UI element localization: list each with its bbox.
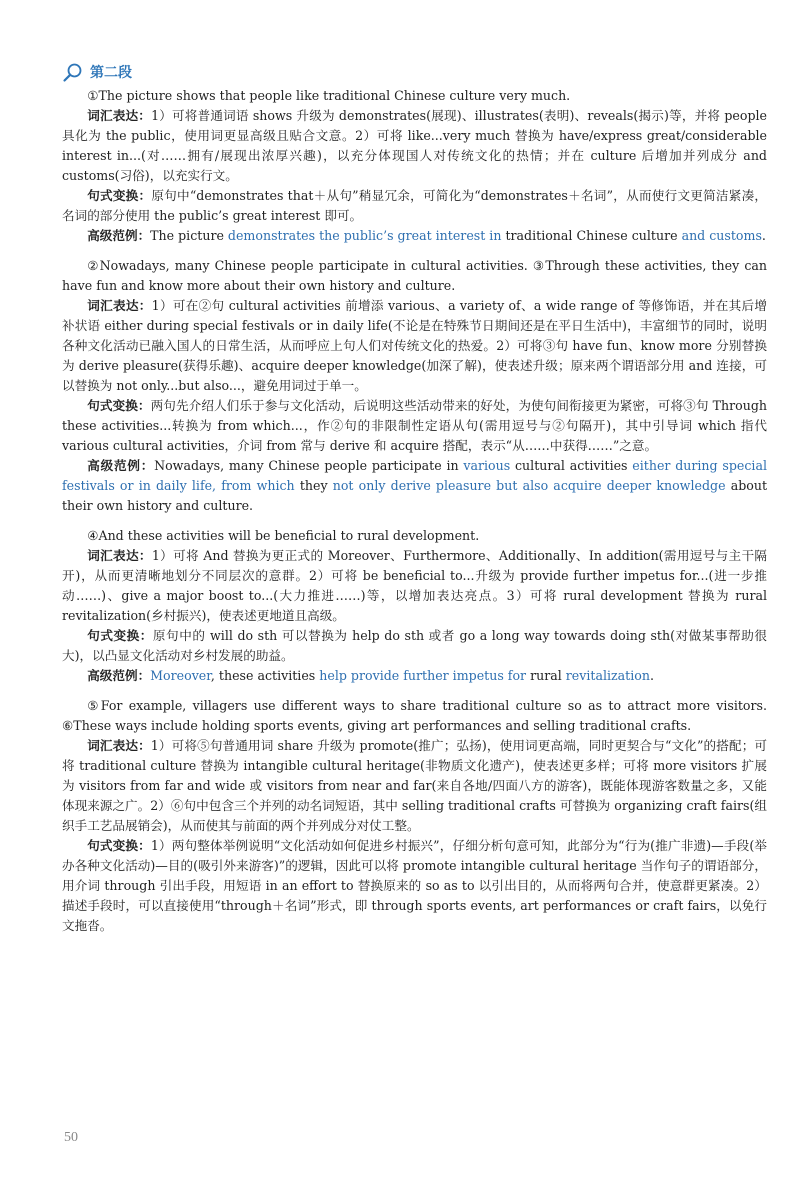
model-plain: about their own history and culture. [62,478,768,513]
content-column [62,62,767,936]
vocab-text: 1）可将普通词语 shows 升级为 demonstrates(展现)、illustrates(表明)、reveals(揭示)等，并将 people 具化为 the public，使用词更显高级且贴合文意。2）可将 like...very much 替换为 have/express great/considerable interest in...(对……拥有/展现出浓厚兴趣)，以充分体现国人对传统文化的热情；并在 culture 后增加并列成分 and customs(习俗)，以充实行文。 [62,108,768,183]
vocab-text: 1）可将⑤句普通用词 share 升级为 promote(推广；弘扬)，使用词更高端，同时更契合与“文化”的搭配；可将 traditional culture 替换为 intangible cultural heritage(非物质文化遗产)，使表述更多样；可将 more visitors 扩展为 visitors from far and wide 或 visitors from near and far(来自各地/四面八方的游客)，既能体现游客数量之多，又能体现来源之广。2）⑥句中包含三个并列的动名词短语，其中 selling traditional crafts 可替换为 organizing craft fairs(组织手工艺品展销会)，从而使其与前面的两个并列成分对仗工整。 [62,738,768,833]
vocab-label: 词汇表达： [87,298,152,313]
model-plain: , these activities [210,668,320,683]
vocab-note [62,296,767,396]
original-sentence: ②Nowadays, many Chinese people participate in cultural activities. ③Through these activities, they can have fun and know more about their own history and culture. [62,258,767,293]
model-plain: they [294,478,333,493]
model-highlight: revitalization [565,668,650,683]
model-label: 高级范例： [87,668,151,683]
model-highlight: not only derive pleasure but also acquire deeper knowledge [332,478,726,493]
model-highlight: demonstrates the public’s great interest in [227,228,502,243]
vocab-note [62,546,767,626]
transform-text: 两句先介绍人们乐于参与文化活动，后说明这些活动带来的好处，为使句间衔接更为紧密，可将③句 Through these activities...转换为 from which...，作②句的非限制性定语从句(需用逗号与②句隔开)，其中引导词 which 指代 various cultural activities，介词 from 常与 derive 和 acquire 搭配，表示“从……中获得……”之意。 [62,398,767,453]
section-heading [62,62,767,84]
original-sentence: ①The picture shows that people like traditional Chinese culture very much. [87,88,571,103]
model-highlight: Moreover [150,668,211,683]
model-plain: Nowadays, many Chinese people participate in [154,458,464,473]
model-sentence [62,226,767,246]
model-plain: cultural activities [510,458,633,473]
vocab-label: 词汇表达： [87,738,151,753]
vocab-label: 词汇表达： [87,108,152,123]
model-highlight: and customs [681,228,762,243]
model-plain: rural [526,668,566,683]
transform-label: 句式变换： [87,398,151,413]
model-sentence [62,456,767,516]
model-highlight: either during special festivals or in daily life, from which [62,458,767,493]
original-sentence: ④And these activities will be beneficial to rural development. [87,528,480,543]
model-highlight: help provide further impetus for [319,668,527,683]
vocab-text: 1）可将 And 替换为更正式的 Moreover、Furthermore、Additionally、In addition(需用逗号与主干隔开)，从而更清晰地划分不同层次的意群。2）可将 be beneficial to...升级为 provide further impetus for...(进一步推动……)、give a major boost to...(大力推进……)等，以增加表达亮点。3）可将 rural development 替换为 rural revitalization(乡村振兴)，使表述更地道且高级。 [62,548,768,623]
vocab-note [62,106,767,186]
transform-text: 原句中的 will do sth 可以替换为 help do sth 或者 go a long way towards doing sth(对做某事帮助很大)，以凸显文化活动对乡村发展的助益。 [62,628,768,663]
transform-note [62,836,767,936]
page-number: 50 [64,1130,78,1145]
vocab-note [62,736,767,836]
vocab-label: 词汇表达： [87,548,152,563]
transform-label: 句式变换： [87,188,152,203]
model-label: 高级范例： [87,228,151,243]
transform-text: 原句中“demonstrates that＋从句”稍显冗余，可简化为“demonstrates＋名词”，从而使行文更简洁紧凑，名词的部分使用 the public’s great interest 即可。 [62,188,768,223]
transform-note [62,186,767,226]
model-plain: traditional Chinese culture [501,228,682,243]
section-title: 第二段 [90,65,132,81]
model-highlight: various [463,458,511,473]
vocab-text: 1）可在②句 cultural activities 前增添 various、a variety of、a wide range of 等修饰语，并在其后增补状语 either during special festivals or in daily life(不论是在特殊节日期间还是在平日生活中)，丰富细节的同时，说明各种文化活动已融入国人的日常生活，从而呼应上句人们对传统文化的热爱。2）可将③句 have fun、know more 分别替换为 derive pleasure(获得乐趣)、acquire deeper knowledge(加深了解)，使表述升级；原来两个谓语部分用 and 连接，可以替换为 not only...but also...，避免用词过于单一。 [62,298,767,393]
transform-note [62,396,767,456]
model-plain: . [649,668,654,683]
transform-text: 1）两句整体举例说明“文化活动如何促进乡村振兴”，仔细分析句意可知，此部分为“行为(推广非遗)—手段(举办各种文化活动)—目的(吸引外来游客)”的逻辑，因此可以将 promote intangible cultural heritage 当作句子的谓语部分，用介词 through 引出手段，用短语 in an effort to 替换原来的 so as to 以引出目的，从而将两句合并，使意群更紧凑。2）描述手段时，可以直接使用“through＋名词”形式，即 through sports events, art performances or craft fairs，以免行文拖沓。 [62,838,767,933]
model-label: 高级范例： [87,458,155,473]
magnifier-icon [62,62,84,84]
transform-label: 句式变换： [87,838,151,853]
model-plain: . [761,228,766,243]
transform-note [62,626,767,666]
model-sentence [62,666,767,686]
original-sentence: ⑤For example, villagers use different ways to share traditional culture so as to attract more visitors. ⑥These ways include holding sports events, giving art performances and selling traditional crafts. [62,698,767,733]
model-plain: The picture [150,228,228,243]
transform-label: 句式变换： [87,628,153,643]
